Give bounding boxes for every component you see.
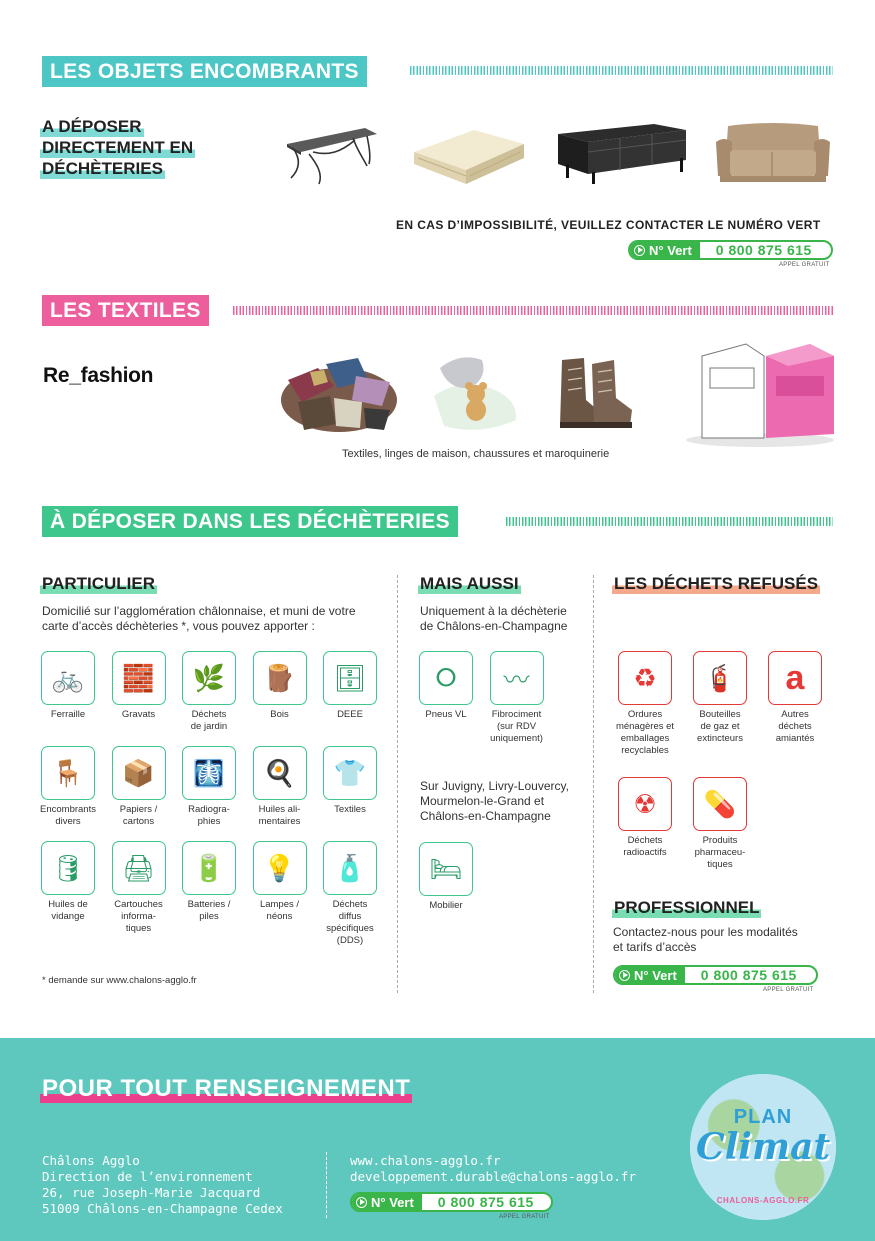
appliances-icon: 🗄 bbox=[323, 651, 377, 705]
numero-vert-number[interactable]: 0 800 875 615 bbox=[437, 1194, 534, 1210]
footer-email-link[interactable]: developpement.durable@chalons-agglo.fr bbox=[350, 1169, 636, 1184]
column-divider bbox=[397, 575, 398, 993]
clothes-pile-icon bbox=[278, 350, 400, 436]
bed-icon: 🛏 bbox=[419, 842, 473, 896]
intro-line: Uniquement à la déchèterie bbox=[420, 604, 567, 618]
numero-vert-number[interactable]: 0 800 875 615 bbox=[700, 967, 797, 983]
logo-plan-text: PLAN bbox=[733, 1106, 793, 1128]
heading-line: DIRECTEMENT EN bbox=[42, 138, 194, 157]
intro-line: de Châlons-en-Champagne bbox=[420, 619, 568, 633]
radioactive-icon: ☢ bbox=[618, 777, 672, 831]
numero-vert-sub: APPEL GRATUIT bbox=[499, 1214, 550, 1220]
pictogram-label: Textiles bbox=[334, 804, 366, 815]
professionnel-text bbox=[613, 925, 798, 955]
numero-vert-badge[interactable] bbox=[613, 965, 818, 985]
pictogram-label: Bois bbox=[270, 709, 289, 720]
mais-aussi-intro2 bbox=[420, 779, 569, 824]
pictogram-label: Produits pharmaceu- tiques bbox=[694, 835, 746, 870]
xray-icon: 🩻 bbox=[182, 746, 236, 800]
encombrants-heading bbox=[40, 116, 195, 179]
numero-vert-label: N° Vert bbox=[649, 242, 692, 258]
particulier-intro bbox=[42, 604, 356, 634]
play-icon bbox=[619, 970, 630, 981]
text-line: et tarifs d’accès bbox=[613, 940, 697, 954]
numero-vert-sub: APPEL GRATUIT bbox=[763, 987, 814, 993]
mais-aussi-title: MAIS AUSSI bbox=[420, 574, 519, 593]
boots-icon bbox=[556, 356, 636, 430]
table-icon bbox=[283, 122, 379, 188]
pictogram-label: Déchets radioactifs bbox=[623, 835, 667, 858]
column-divider bbox=[593, 575, 594, 993]
particulier-title: PARTICULIER bbox=[42, 574, 156, 593]
planks-icon: 🪵 bbox=[253, 651, 307, 705]
professionnel-title: PROFESSIONNEL bbox=[614, 898, 760, 917]
garbage-bags-icon: ♻ bbox=[618, 651, 672, 705]
tshirt-icon: 👕 bbox=[323, 746, 377, 800]
numero-vert-number[interactable]: 0 800 875 615 bbox=[715, 242, 812, 258]
address-line: Châlons Agglo bbox=[42, 1153, 140, 1168]
pictogram-label: Déchets de jardin bbox=[190, 709, 228, 732]
pictogram-label: Huiles ali- mentaires bbox=[258, 804, 301, 827]
rubble-icon: 🧱 bbox=[112, 651, 166, 705]
play-icon bbox=[634, 245, 645, 256]
pictogram-label: Ferraille bbox=[50, 709, 86, 720]
tyre-icon: ⭘ bbox=[419, 651, 473, 705]
particulier-footnote: * demande sur www.chalons-agglo.fr bbox=[42, 975, 197, 986]
collection-container-icon bbox=[684, 336, 836, 448]
text-line: Contactez-nous pour les modalités bbox=[613, 925, 798, 939]
pictogram-label: Déchets diffus spécifiques (DDS) bbox=[326, 899, 374, 946]
section-banner-textiles: LES TEXTILES bbox=[42, 295, 209, 326]
numero-vert-label: N° Vert bbox=[634, 967, 677, 983]
chemicals-icon: 🧴 bbox=[323, 841, 377, 895]
banner-divider bbox=[233, 306, 833, 315]
intro-line: Sur Juvigny, Livry-Louvercy, bbox=[420, 779, 569, 793]
footer-web-link[interactable]: www.chalons-agglo.fr bbox=[350, 1153, 501, 1168]
footer-divider bbox=[326, 1152, 327, 1218]
oil-can-icon: 🛢 bbox=[41, 841, 95, 895]
lamp-icon: 💡 bbox=[253, 841, 307, 895]
sofa-icon bbox=[714, 120, 832, 186]
intro-line: Mourmelon-le-Grand et bbox=[420, 794, 545, 808]
pictogram-label: Cartouches informa- tiques bbox=[114, 899, 163, 934]
pictogram-label: Lampes / néons bbox=[259, 899, 300, 922]
plan-climat-logo bbox=[690, 1074, 836, 1220]
battery-icon: 🔋 bbox=[182, 841, 236, 895]
textiles-caption: Textiles, linges de maison, chaussures et maroquinerie bbox=[342, 448, 610, 460]
sideboard-icon bbox=[558, 118, 688, 184]
address-line: 51009 Châlons-en-Champagne Cedex bbox=[42, 1201, 283, 1216]
pictogram-label: Encombrants divers bbox=[40, 804, 96, 827]
address-line: 26, rue Joseph-Marie Jacquard bbox=[42, 1185, 261, 1200]
pictogram-label: Autres déchets amiantés bbox=[775, 709, 815, 744]
refuses-title: LES DÉCHETS REFUSÉS bbox=[614, 574, 819, 593]
pictogram-label: Gravats bbox=[121, 709, 156, 720]
footer-address bbox=[42, 1153, 283, 1217]
bicycle-icon: 🚲 bbox=[41, 651, 95, 705]
footer-title: POUR TOUT RENSEIGNEMENT bbox=[42, 1075, 411, 1102]
pictogram-label: Batteries / piles bbox=[187, 899, 231, 922]
pictogram-label: Pneus VL bbox=[425, 709, 467, 720]
numero-vert-badge[interactable] bbox=[628, 240, 833, 260]
section-banner-encombrants: LES OBJETS ENCOMBRANTS bbox=[42, 56, 367, 87]
heading-line: DÉCHÈTERIES bbox=[42, 159, 163, 178]
pictogram-label: Radiogra- phies bbox=[188, 804, 230, 827]
logo-url-text: CHALONS-AGGLO.FR bbox=[716, 1196, 810, 1205]
cartridge-icon: 🖨 bbox=[112, 841, 166, 895]
pictogram-label: Ordures ménagères et emballages recyclables bbox=[615, 709, 675, 756]
household-linen-icon bbox=[430, 348, 522, 434]
cooking-oil-icon: 🍳 bbox=[253, 746, 307, 800]
play-icon bbox=[356, 1197, 367, 1208]
pictogram-label: Fibrociment (sur RDV uniquement) bbox=[490, 709, 543, 744]
address-line: Direction de l’environnement bbox=[42, 1169, 253, 1184]
bulky-items-icon: 🪑 bbox=[41, 746, 95, 800]
intro-line: carte d’accès déchèteries *, vous pouvez apporter : bbox=[42, 619, 315, 633]
asbestos-icon: a bbox=[768, 651, 822, 705]
intro-line: Châlons-en-Champagne bbox=[420, 809, 551, 823]
banner-divider bbox=[506, 517, 833, 526]
gas-bottle-icon: 🧯 bbox=[693, 651, 747, 705]
pictogram-label: Mobilier bbox=[429, 900, 463, 911]
section-banner-decheteries: À DÉPOSER DANS LES DÉCHÈTERIES bbox=[42, 506, 458, 537]
mais-aussi-intro bbox=[420, 604, 567, 634]
intro-line: Domicilié sur l’agglomération châlonnaise, et muni de votre bbox=[42, 604, 356, 618]
banner-divider bbox=[410, 66, 833, 75]
encombrants-notice: EN CAS D’IMPOSSIBILITÉ, VEUILLEZ CONTACTER LE NUMÉRO VERT bbox=[396, 218, 821, 232]
numero-vert-badge[interactable] bbox=[350, 1192, 553, 1212]
refashion-logo: Re_fashion bbox=[43, 364, 154, 387]
pictogram-label: Papiers / cartons bbox=[119, 804, 158, 827]
branch-icon: 🌿 bbox=[182, 651, 236, 705]
pictogram-label: Bouteilles de gaz et extincteurs bbox=[697, 709, 743, 744]
pictogram-label: Huiles de vidange bbox=[48, 899, 88, 922]
numero-vert-label: N° Vert bbox=[371, 1194, 414, 1210]
heading-line: A DÉPOSER bbox=[42, 117, 142, 136]
medicine-icon: 💊 bbox=[693, 777, 747, 831]
logo-climat-text: Climat bbox=[695, 1126, 831, 1168]
cardboard-icon: 📦 bbox=[112, 746, 166, 800]
mattress-icon bbox=[410, 122, 526, 188]
pictogram-label: DEEE bbox=[337, 709, 363, 720]
numero-vert-sub: APPEL GRATUIT bbox=[779, 262, 830, 268]
corrugated-sheet-icon: 〰 bbox=[490, 651, 544, 705]
